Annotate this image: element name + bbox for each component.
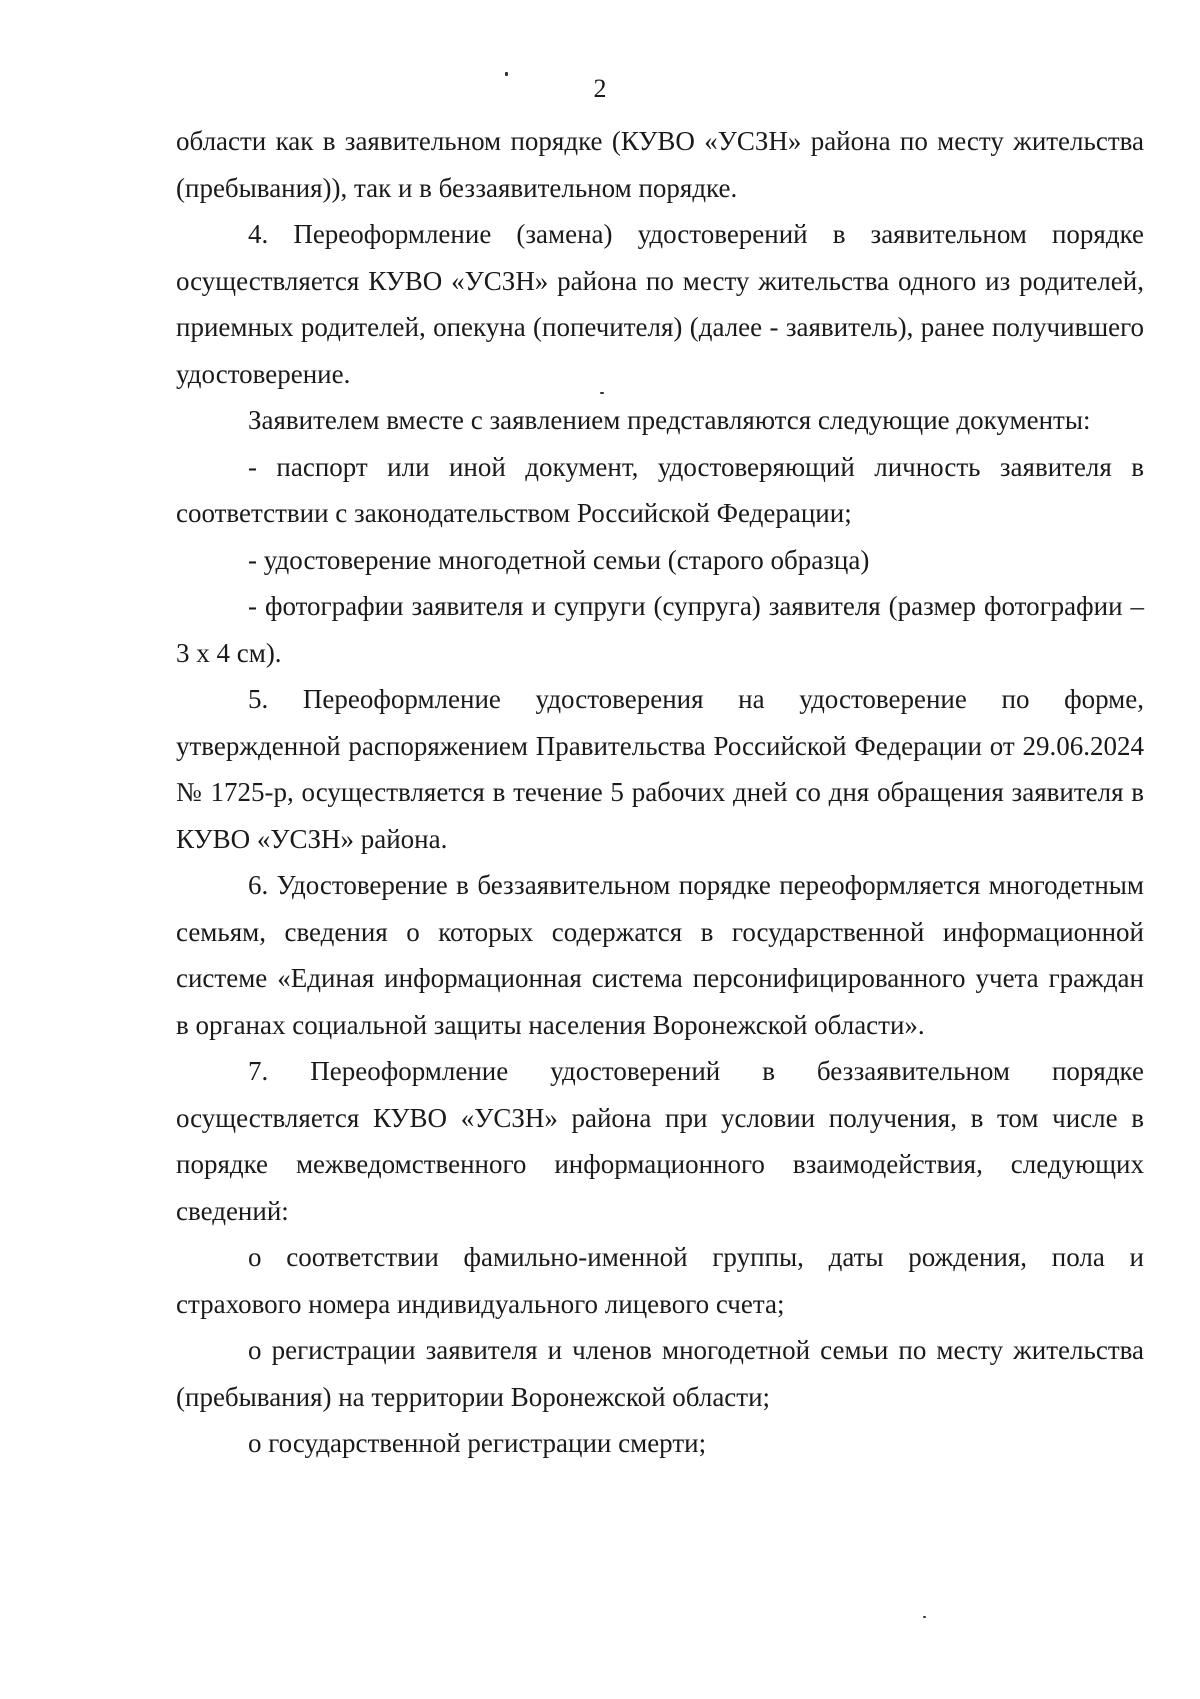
paragraph-documents-intro: Заявителем вместе с заявлением представляются следующие документы: [248, 405, 1091, 435]
info-item-name-group: о соответствии фамильно-именной группы, даты рождения, пола и страхового номера индивидуального лицевого счета; [176, 1242, 1144, 1319]
scan-speck [923, 1616, 926, 1618]
paragraph-item-5: 5. Переоформление удостоверения на удостоверение по форме, утвержденной распоряжением Правительства Российской Федерации от 29.06.2024 № 1725-р, осуществляется в течение 5 рабочих дней со дня обращения заявителя в КУВО «УСЗН» района. [176, 684, 1144, 854]
scan-speck [600, 392, 604, 394]
info-item-death-registration: о государственной регистрации смерти; [248, 1428, 707, 1458]
paragraph-item-7: 7. Переоформление удостоверений в беззаявительном порядке осуществляется КУВО «УСЗН» района при условии получения, в том числе в порядке межведомственного информационного взаимодействия, следующих сведений: [176, 1056, 1144, 1226]
paragraph-item-4: 4. Переоформление (замена) удостоверений в заявительном порядке осуществляется КУВО «УСЗН» района по месту жительства одного из родителей, приемных родителей, опекуна (попечителя) (далее - заявитель), ранее получившего удостоверение. [176, 219, 1144, 389]
list-item-photos: - фотографии заявителя и супруги (супруга) заявителя (размер фотографии – 3 х 4 см). [176, 591, 1144, 668]
document-body [176, 118, 1144, 1467]
list-item-certificate: - удостоверение многодетной семьи (старого образца) [248, 544, 870, 575]
list-item-passport: - паспорт или иной документ, удостоверяющий личность заявителя в соответствии с законодательством Российской Федерации; [176, 451, 1144, 528]
paragraph-item-6: 6. Удостоверение в беззаявительном порядке переоформляется многодетным семьям, сведения о которых содержатся в государственной информационной системе «Единая информационная система персонифицированного учета граждан в органах социальной защиты населения Воронежской области». [176, 870, 1144, 1040]
scan-speck [505, 72, 508, 76]
page-number: 2 [593, 74, 607, 103]
info-item-registration: о регистрации заявителя и членов многодетной семьи по месту жительства (пребывания) на территории Воронежской области; [176, 1335, 1144, 1412]
paragraph-continuation: области как в заявительном порядке (КУВО «УСЗН» района по месту жительства (пребывания)), так и в беззаявительном порядке. [176, 126, 1144, 203]
